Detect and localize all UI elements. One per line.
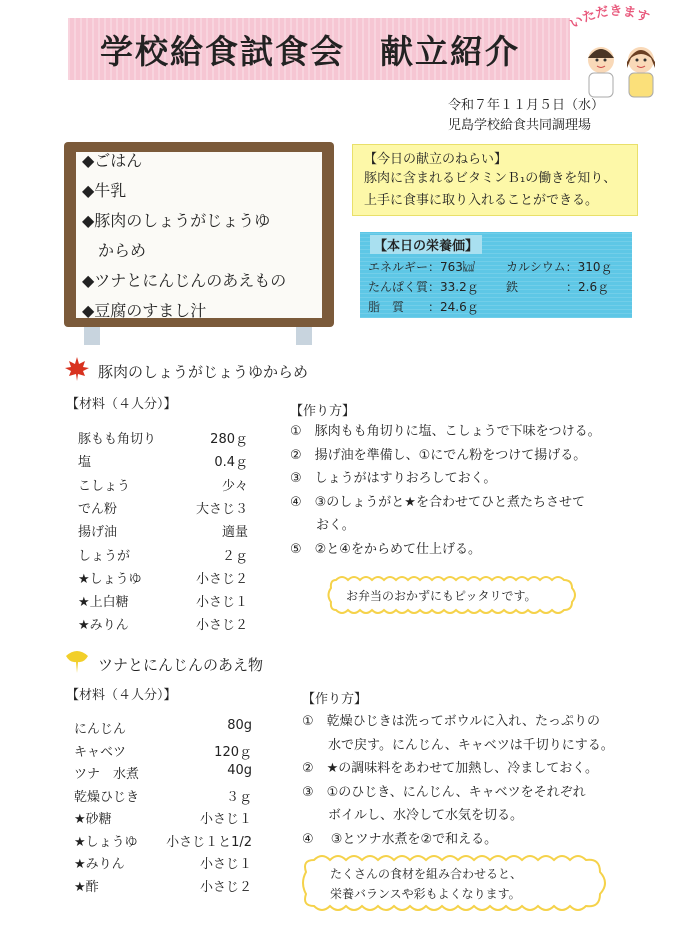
ginkgo-leaf-icon [64, 648, 90, 674]
recipe1-materials-label: 【材料（４人分）】 [66, 397, 177, 412]
aim-text [364, 168, 616, 212]
ingredient-name: でん粉 [78, 501, 118, 517]
ingredient-name: ★酢 [74, 879, 99, 895]
ingredient-name: ★上白糖 [78, 595, 129, 611]
aim-title: 【今日の献立のねらい】 [364, 152, 508, 167]
ingredient-name: ツナ 水煮 [74, 767, 140, 782]
page-title: 学校給食試食会 献立紹介 [100, 32, 520, 71]
ingredient-name: ★みりん [74, 857, 125, 872]
method-step: おく。 [290, 518, 355, 533]
ingredient-amount: 少々 [221, 478, 248, 494]
date-block [448, 96, 604, 136]
method-step: ② ★の調味料をあわせて加熱し、冷ましておく。 [302, 761, 599, 776]
method-step: ④ ③のしょうがと★を合わせてひと煮たちさせて [290, 494, 585, 510]
method-step: ④ ③とツナ水煮を②で和える。 [302, 831, 498, 847]
method-step: ① 乾燥ひじきは洗ってボウルに入れ、たっぷりの [302, 714, 601, 729]
menu-item: ◆ツナとにんじんのあえもの [82, 271, 287, 290]
maple-leaf-icon [64, 356, 90, 382]
ingredient-amount: 適量 [221, 525, 248, 541]
tip-line: 栄養バランスや彩もよくなります。 [330, 887, 521, 901]
ingredient-amount: 0.4ｇ [214, 455, 248, 471]
ingredient-name: 豚もも角切り [78, 432, 157, 447]
method-step: 水で戻す。にんじん、キャベツは千切りにする。 [302, 737, 614, 753]
ingredient-name: 塩 [78, 455, 92, 471]
aim-line: 豚肉に含まれるビタミンＢ₁の働きを知り、 [364, 171, 617, 186]
ingredient-name: こしょう [78, 478, 131, 494]
method-step: ボイルし、水冷して水気を切る。 [302, 808, 524, 823]
ingredient-amount: 280ｇ [210, 432, 248, 447]
method-step: ③ ①のひじき、にんじん、キャベツをそれぞれ [302, 784, 586, 800]
ingredient-amount: 80g [227, 718, 252, 733]
badge-text: いただきます [567, 4, 652, 32]
ingredient-name: ★みりん [78, 618, 129, 634]
nutrition-energy: エネルギー：763㎉ [368, 260, 475, 274]
ingredient-name: ★しょうゆ [78, 571, 142, 587]
ingredient-name: 乾燥ひじき [74, 789, 140, 805]
recipe2-materials-label: 【材料（４人分）】 [66, 688, 177, 703]
menu-item: ◆豆腐のすまし汁 [82, 301, 207, 320]
method-step: ① 豚肉もも角切りに塩、こしょうで下味をつける。 [290, 424, 601, 439]
ingredient-amount: 小さじ２ [195, 618, 248, 634]
recipe2-tip [330, 864, 522, 904]
aim-line: 上手に食事に取り入れることができる。 [364, 193, 599, 208]
menu-item: ◆牛乳 [82, 181, 127, 200]
menu-board-surface [76, 152, 322, 318]
ingredient-amount: ２ｇ [221, 548, 248, 564]
organization-text: 児島学校給食共同調理場 [448, 118, 592, 133]
svg-text:いただきます [567, 4, 652, 31]
method-step: ② 揚げ油を準備し、①にでん粉をつけて揚げる。 [290, 447, 587, 463]
menu-item: ◆ごはん [82, 151, 143, 170]
children-illustration [575, 40, 667, 100]
method-step: ③ しょうがはすりおろしておく。 [290, 471, 497, 486]
ingredient-name: しょうが [78, 548, 131, 564]
nutrition-calcium: カルシウム：310ｇ [506, 260, 613, 274]
date-text: 令和７年１１月５日（水） [448, 98, 605, 113]
ingredient-name: 揚げ油 [78, 525, 118, 541]
tip-line: たくさんの食材を組み合わせると、 [330, 867, 523, 881]
nutrition-protein: たんぱく質：33.2ｇ [368, 280, 479, 294]
nutrition-iron: 鉄 ：2.6ｇ [506, 280, 610, 294]
nutrition-title: 【本日の栄養価】 [370, 235, 482, 254]
itadakimasu-badge [560, 4, 672, 44]
ingredient-amount: 小さじ２ [195, 571, 248, 587]
ingredient-name: にんじん [74, 722, 127, 737]
recipe2-title: ツナとにんじんのあえ物 [98, 656, 264, 674]
method-step: ⑤ ②と④をからめて仕上げる。 [290, 541, 481, 557]
ingredient-amount: 40g [227, 763, 252, 778]
board-leg-left [84, 327, 100, 345]
recipe1-tip: お弁当のおかずにもピッタリです。 [346, 589, 537, 603]
ingredient-name: ★砂糖 [74, 812, 112, 827]
ingredient-amount: 小さじ１ [195, 595, 248, 611]
ingredient-name: キャベツ [74, 744, 127, 760]
ingredient-amount: 小さじ１と1/2 [166, 834, 252, 850]
ingredient-name: ★しょうゆ [74, 834, 138, 850]
ingredient-amount: ３ｇ [225, 789, 252, 805]
ingredient-amount: 小さじ１ [199, 857, 252, 872]
recipe2-method-label: 【作り方】 [302, 692, 368, 707]
menu-item: からめ [82, 241, 147, 260]
recipe1-method-label: 【作り方】 [290, 404, 356, 419]
nutrition-fat: 脂 質 ：24.6ｇ [368, 300, 479, 314]
board-leg-right [296, 327, 312, 345]
recipe1-title: 豚肉のしょうがじょうゆからめ [98, 363, 309, 381]
ingredient-amount: 小さじ１ [199, 812, 252, 827]
ingredient-amount: 小さじ２ [199, 879, 252, 895]
menu-item: ◆豚肉のしょうがじょうゆ [82, 211, 271, 230]
ingredient-amount: 大さじ３ [195, 501, 248, 517]
ingredient-amount: 120ｇ [214, 744, 252, 760]
